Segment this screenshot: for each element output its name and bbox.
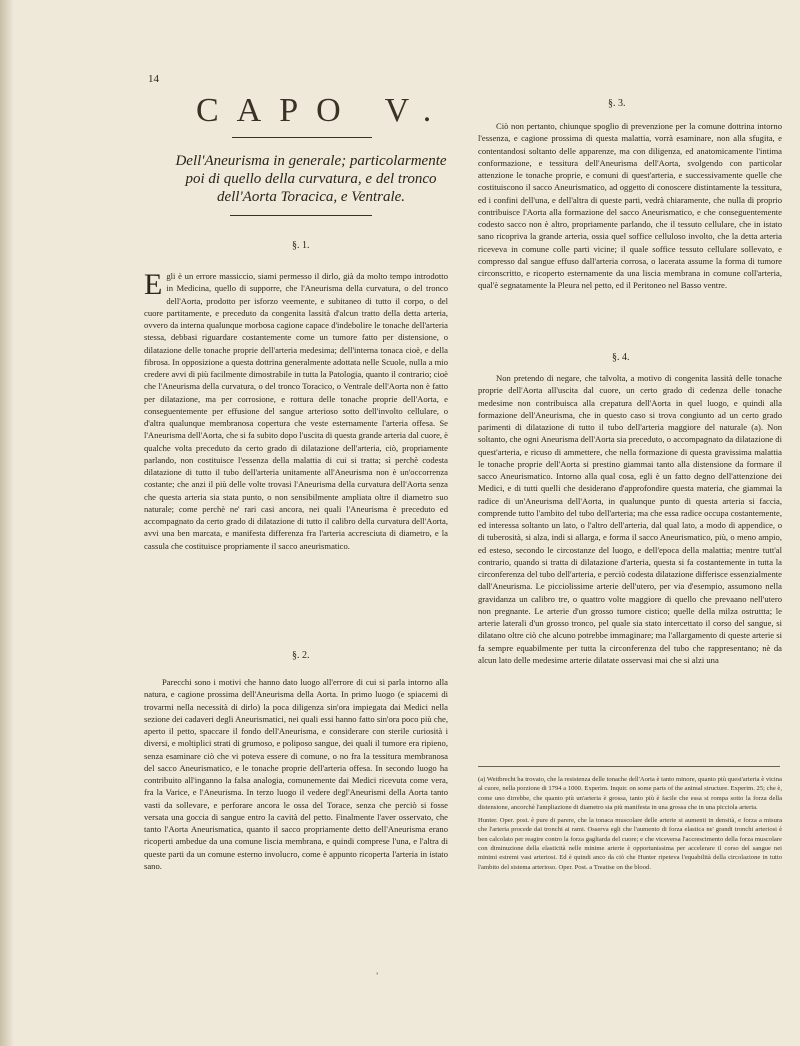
section-1-text	[144, 270, 448, 552]
drop-capital: E	[144, 268, 163, 301]
section-1-heading: §. 1.	[292, 240, 310, 251]
signature-mark: ˈ	[376, 972, 379, 981]
title-rule-bottom	[230, 215, 372, 216]
section-1-body: gli è un errore massiccio, siami permesso il dirlo, già da molto tempo introdotto in Medicina, quello di supporre, che l'Aneurisma della curvatura, o del tronco dell'Aorta, prodotto per isforzo veemente, e subitaneo di tutto il corpo, o del cuore partitamente, e preceduto da congenita lassità d'alcun tratto della detta arteria, ovvero da interna qualunque morbosa cagione capace d'indebolire le tonache dell'arteria stessa, debbasi riguardare costantemente come un tumore fatto per distensione, o dilatazione delle tonache proprie dell'arteria medesima; dell'interna tonaca cioè, e della fibrosa. In opposizione a questa dottrina generalmente adottata nelle Scuole, nulla a mio credere avvi di più facilmente dimostrabile in tutta la Patologia, quanto il contrario; cioè che l'Aneurisma della curvatura, o del tronco Toracico, o Ventrale dell'Aorta non è fatto per dilatazione, ma per corrosione, e rottura delle tonache proprie dell'Aorta, e conseguentemente per effusione del sangue arterioso sotto dell'involto cellulare, o d'altra qualunque membranosa copertura che veste esternamente l'arteria offesa. Se l'Aneurisma dell'Aorta, che si fa subito dopo l'uscita di questa grande arteria dal cuore, è qualche volta preceduto da certo grado di dilatazione dell'arteria, ciò, propriamente parlando, non costituisce l'essenza della malattia di cui si tratta; sì perchè codesta dilatazione di tutto il tubo dell'arteria unitamente all'Aneurisma non è un'occorrenza costante; che anzi il più delle volte trovasi l'Aneurisma della curvatura dell'Aorta senza che questa arteria sia stata punto, o non sensibilmente ampliata oltre il diametro suo naturale; come perchè ne' rari casi ancora, nei quali l'Aneurisma è preceduto ed accompagnato da certo grado di dilatazione di tutto il calibro della curvatura dell'Aorta, avvi una ben marcata, e manifesta differenza fra l'arteria accresciuta di diametro, e la cassula che costituisce propriamente il sacco aneurismatico.	[144, 271, 448, 551]
chapter-title: CAPO V.	[196, 92, 450, 129]
footnotes	[478, 775, 782, 876]
footnote-b: Hunter. Oper. post. è pure di parere, che la tonaca muscolare delle arterie si aumenti in densità, e forza a misura che l'arteria procede dai tronchi ai rami. Osserva egli che l'aumento di forza elastica ne' grandi tronchi arteriosi è ben calcolato per reagire contro la forza gagliarda del cuore; e che viceversa l'accrescimento della forza muscolare con diminuzione della elasticità nelle minime arterie è opportunissima per accelerare il corso del sangue nei minimi estremi vasi arteriosi. Ed è quindi anco da ciò che Hunter ripeteva l'equabilità della circolazione in tutto l'ambito del sistema arterioso. Oper. Post. a Treatise on the blood.	[478, 817, 782, 871]
section-3-heading: §. 3.	[608, 98, 626, 109]
section-3-text: Ciò non pertanto, chiunque spoglio di prevenzione per la comune dottrina intorno l'essenza, e cagione prossima di questa malattia, vorrà esaminare, non alla sfugita, e contentandosi soltanto delle apparenze, ma con diligenza, ed anatomicamente l'intima conformazione, e tessitura dell'Aneurisma dell'Aorta, svolgendo con particolar attenzione le tonache proprie, e comuni di quest'arteria, e successivamente quelle che costituiscono il sacco Aneurismatico, ad oggetto di conoscere distintamente la tessitura, ed i confini dell'una, e dell'altra di queste parti, vedrà chiaramente, che nulla di proprio contribuisce l'Aorta alla formazione del sacco Aneurismatico, e che conseguentemente codesto sacco non è altro, propriamente parlando, che il tessuto cellulare, che in istato sano ricopriva la grande arteria, ossia quel soffice celluloso involto, che la detta arteria riceveva in comune colle parti vicine; il quale soffice tessuto cellulare sollevato, e compresso dal sangue effuso dall'arteria corrosa, o lacerata assume la forma di tumore circonscritto, e ricoperto esternamente da una liscia membrana in comune coll'arteria, qual'è segnatamente la Pleura nel petto, ed il Peritoneo nel Basso ventre.	[478, 121, 782, 291]
section-4-heading: §. 4.	[612, 352, 630, 363]
section-4-text: Non pretendo di negare, che talvolta, a motivo di congenita lassità delle tonache proprie dell'Aorta all'uscita dal cuore, un certo grado di cedenza delle tonache medesime non contribuisca alla crepatura dell'Aorta in quel luogo, e quindi alla formazione dell'Aneurisma, che in questo caso si trova congiunto ad un certo grado parimenti di dilatazione di tutto il tubo dell'arteria maggiore del naturale (a). Non soltanto, che ogni Aneurisma dell'Aorta sia preceduto, o accompagnato da dilatazione di quest'arteria, e ricuso di ammettere, che nella formazione di questa gravissima malattia le tonache proprie dell'Aorta si prestino giammai tanto alla distensione da formare il sacco Aneurismatico. Intorno alla qual cosa, egli è un fatto degno dell'attenzione dei Medici, e di tutti quelli che desiderano d'approfondire questa materia, che giammai la radice di un'Aneurisma dell'Aorta, in qualunque punto di questa arteria si faccia, comprende tutto l'ambito del tubo dell'arteria; ma che essa radice occupa costantemente, ed interessa soltanto un lato, o l'altro dell'arteria, dal qual lato, a modo di appendice, o di tuberosità, si alza, indi si allarga, e forma il sacco Aneurismatico, più, o meno ampio, ed esteso, secondo le circostanze del luogo, e dell'epoca della malattia; mentre tutt'al contrario, quando si tratta di dilatazione d'arteria, questa si fa costantemente in tutta la circonferenza del tubo dell'arteria, e perciò codesta dilatazione differisce essenzialmente dall'Aneurisma. Le picciolissime arterie dell'utero, per via d'esempio, assumono nella gravidanza un calibro tre, o quattro volte maggiore di quello che prevaano nell'utero non pregnante. Le arterie d'un grosso tumore cistico; quelle della milza ostruttta; le arterie laterali d'un grosso tronco, pel quale sia stato intercettato il corso del sangue, si dilatano oltre ciò che alcuno potrebbe immaginare; ma l'allargamento di queste arterie si fa sempre equabilmente per tutta la circonferenza del tubo che rappresentano; nè da alcun lato delle medesime arterie dilatate osservasi mai che si alzi una	[478, 373, 782, 665]
page-number: 14	[148, 73, 159, 85]
title-rule-top	[232, 137, 372, 138]
footnote-rule	[478, 766, 780, 767]
footnote-a: (a) Weitbrecht ha trovato, che la resistenza delle tonache dell'Aorta è tanto minore, quanto più quest'arteria è vicina al cuore, nella porzione di 1794 a 1000. Experim. Inquir. on some parts of the animal structure. Experim. 25; che è, come uno dirrebbe, che quanto più un'arteria è grossa, tanto più è facile che essa si rompa sotto la forza della distensione, ancorchè l'ampliazione di diametro sia più manifesta in una grossa che in una picciola arteria.	[478, 776, 782, 811]
section-2-text: Parecchi sono i motivi che hanno dato luogo all'errore di cui si parla intorno alla natura, e cagione prossima dell'Aneurisma della Aorta. In primo luogo (e spiacemi di trovarmi nella necessità di dirlo) la poca diligenza sin'ora impiegata dai Medici nella sezione dei cadaveri degli Aneurismatici, nei quali essi hanno fatto sin'ora poco più che, aperto il petto, spaccare il fondo dell'Aneurisma, e considerare con sterile curiosità i diversi, e moltiplici strati di grumoso, e poliposo sangue, dei quali il tumore era ripieno, senza esaminare ciò che vi poteva essere di comune, o no fra la tessitura membranosa del sacco Aneurismatico, e le tonache proprie dell'arteria offesa. In secondo luogo ha contribuito all'inganno la falsa analogia, comunemente dai Medici ricevuta come vera, fra la Varice, e l'Aneurisma. In terzo luogo il vedere degl'Aneurismi della Aorta tanto vasti da sollevare, e perforare ancora le ossa del Torace, senza che perciò si fosse versata una goccia di sangue entro la cavità del petto. Finalmente l'aver osservato, che tanto l'Aorta Aneurismatica, quanto il sacco propriamente detto dell'Aneurisma erano ricoperti ambedue da una comune liscia membrana, e quindi comprese l'una, e l'altra di queste parti da un comune esterno involucro, come è appunto ricoperta l'arteria in istato sano.	[144, 677, 448, 871]
chapter-subtitle: Dell'Aneurisma in generale; particolarmente poi di quello della curvatura, e del tronco dell'Aorta Toracica, e Ventrale.	[175, 153, 447, 205]
section-2-heading: §. 2.	[292, 650, 310, 661]
page-gutter	[0, 0, 14, 1046]
